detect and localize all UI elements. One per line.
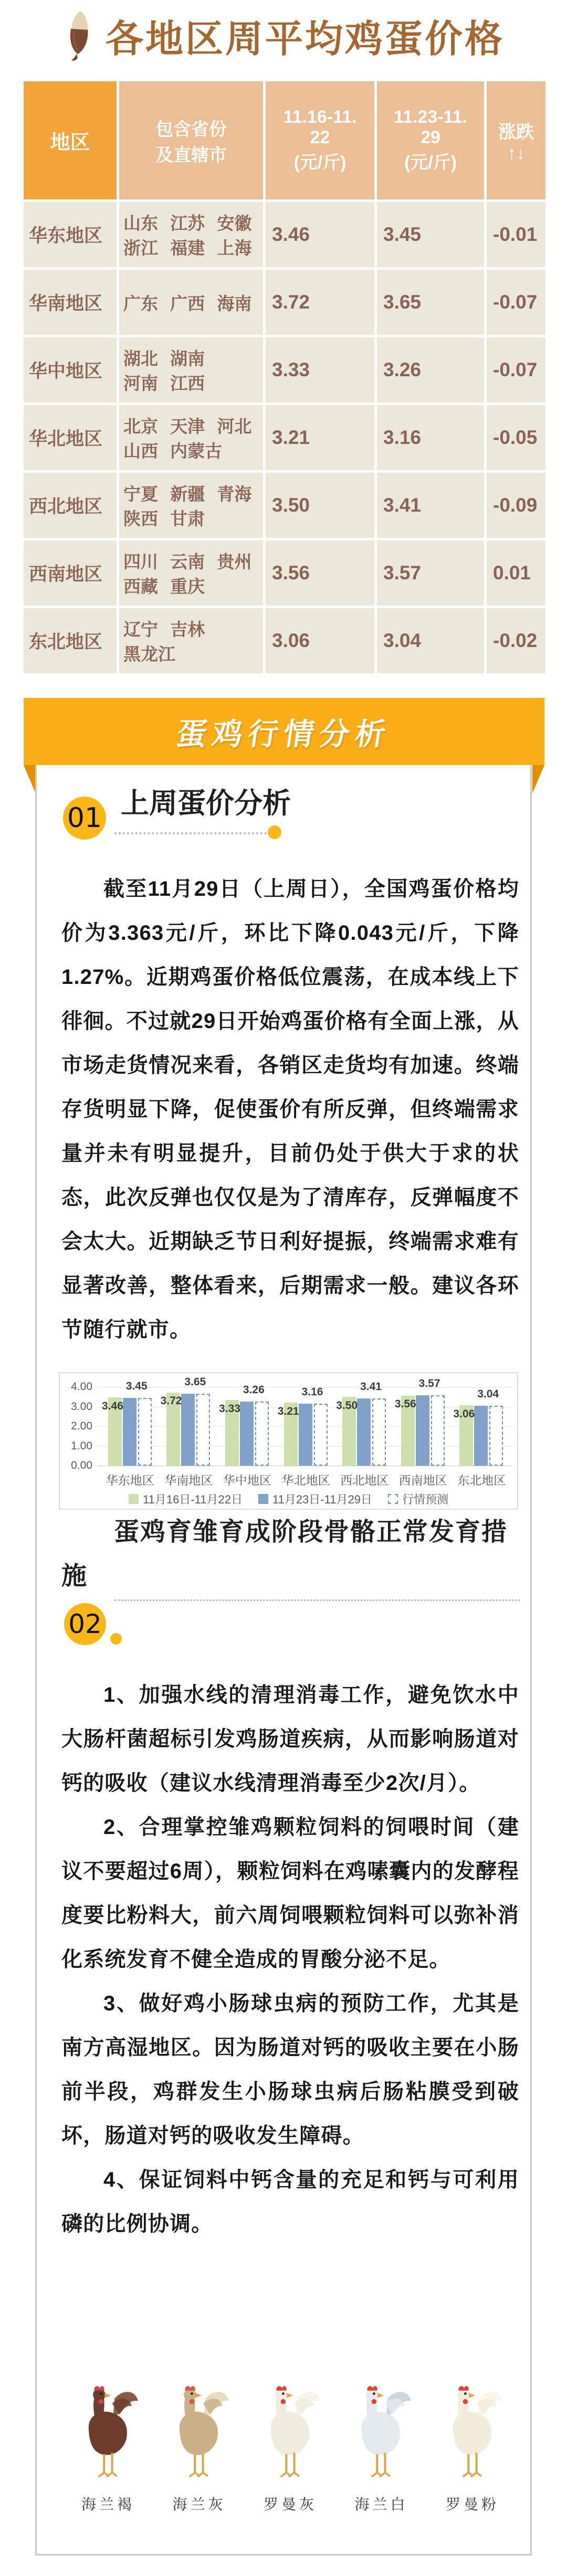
chicken-breeds-row: [61, 2385, 519, 2514]
chart-legend-swatch: [258, 1494, 268, 1504]
chart-data-label: 3.65: [184, 1376, 206, 1388]
chart-category-label: 华南地区: [164, 1473, 213, 1487]
chicken-breed: [156, 2385, 243, 2514]
chart-legend-swatch: [388, 1494, 398, 1504]
table-cell-week2: 3.16: [377, 405, 484, 470]
chicken-breed-label: 海兰灰: [172, 2496, 226, 2513]
section1-number: 01: [67, 802, 102, 834]
table-cell-week2: 3.41: [377, 473, 484, 538]
section-banner: [24, 698, 544, 765]
content-card: [35, 766, 532, 2556]
chart-ytick: 4.00: [71, 1381, 92, 1393]
chart-category-label: 西南地区: [398, 1473, 447, 1487]
chart-data-label: 3.21: [277, 1405, 299, 1417]
chicken-image: [254, 2385, 328, 2484]
table-cell-change: -0.07: [487, 337, 545, 402]
table-cell-region: 西南地区: [24, 540, 117, 606]
chart-ytick: 3.00: [71, 1400, 92, 1413]
table-header-cell: 11.16-11. 22 (元/斤): [266, 81, 374, 199]
table-header-cell: 地区: [24, 81, 117, 199]
table-cell-week2: 3.26: [377, 337, 484, 402]
table-cell-region: 华北地区: [24, 405, 117, 470]
chart-legend: [60, 1491, 517, 1507]
table-cell-change: -0.02: [487, 608, 545, 673]
chicken-image: [162, 2385, 236, 2484]
chart-data-label: 3.57: [418, 1377, 440, 1390]
chicken-breed-label: 罗曼粉: [445, 2496, 499, 2513]
chart-legend-swatch: [129, 1494, 139, 1504]
table-cell-change: 0.01: [487, 540, 545, 606]
table-cell-provinces: 湖北 湖南 河南 江西: [119, 337, 263, 402]
chicken-image: [436, 2385, 510, 2484]
chart-data-label: 3.50: [336, 1399, 358, 1412]
table-header-cell: 包含省份 及直辖市: [119, 81, 263, 199]
chart-bar: [372, 1398, 386, 1466]
table-cell-provinces: 四川 云南 贵州 西藏 重庆: [119, 540, 263, 606]
chart-bar: [431, 1395, 445, 1466]
chart-legend-label: 行情预测: [402, 1493, 448, 1506]
section2-number: 02: [68, 1609, 102, 1639]
table-cell-week2: 3.04: [377, 608, 484, 673]
section2-dot: [110, 1633, 122, 1645]
table-cell-week1: 3.21: [266, 405, 374, 470]
section1-dot: [268, 825, 281, 839]
chart-data-label: 3.33: [219, 1403, 241, 1415]
chart-bar: [255, 1402, 269, 1466]
chart-legend-item: [388, 1491, 448, 1507]
chicken-image: [71, 2385, 145, 2484]
table-cell-region: 华南地区: [24, 270, 117, 335]
chicken-breed: [247, 2385, 334, 2514]
chart-data-label: 3.26: [243, 1383, 265, 1396]
table-cell-week1: 3.46: [266, 202, 374, 267]
chart-data-label: 3.16: [301, 1385, 323, 1398]
chart-data-label: 3.04: [477, 1388, 499, 1400]
chart-bar: [240, 1402, 254, 1466]
section2-dotted-line: [114, 1599, 520, 1601]
chart-data-label: 3.72: [160, 1395, 182, 1407]
chart-category-label: 华北地区: [281, 1473, 330, 1487]
table-cell-provinces: 北京 天津 河北 山西 内蒙古: [119, 405, 263, 470]
section2-number-badge: [64, 1603, 106, 1645]
chart-ytick: 1.00: [71, 1439, 92, 1452]
table-cell-week1: 3.06: [266, 608, 374, 673]
table-cell-provinces: 广东 广西 海南: [119, 270, 263, 335]
measure-paragraph: 1、加强水线的清理消毒工作，避免饮水中大肠杆菌超标引发鸡肠道疾病，从而影响肠道对钙的吸收（建议水线清理消毒至少2次/月）。: [61, 1683, 519, 1795]
table-cell-change: -0.07: [487, 270, 545, 335]
chart-bar: [299, 1404, 312, 1466]
table-cell-week1: 3.50: [266, 473, 374, 538]
chart-ytick: 0.00: [71, 1459, 92, 1471]
page-title: 各地区周平均鸡蛋价格: [105, 18, 505, 60]
chart-data-label: 3.46: [102, 1400, 123, 1413]
table-cell-week1: 3.72: [266, 270, 374, 335]
chart-bar: [357, 1398, 371, 1466]
banner-fold-right: [532, 765, 544, 793]
section1-number-badge: [63, 797, 106, 840]
chart-legend-item: [129, 1491, 243, 1507]
chart-bar: [416, 1395, 429, 1466]
table-cell-week2: 3.57: [377, 540, 484, 606]
section1-dotted-line: [114, 832, 267, 834]
chart-bar: [474, 1406, 488, 1466]
table-cell-week1: 3.56: [266, 540, 374, 606]
table-cell-week1: 3.33: [266, 337, 374, 402]
chicken-breed: [429, 2385, 516, 2514]
banner-title: 蛋鸡行情分析: [174, 717, 393, 751]
chart-category-label: 西北地区: [340, 1473, 389, 1487]
chicken-breed-label: 海兰白: [354, 2496, 408, 2513]
chart-data-label: 3.56: [394, 1398, 416, 1411]
table-cell-week2: 3.65: [377, 270, 484, 335]
chart-bar: [181, 1394, 195, 1466]
chicken-image: [344, 2385, 418, 2484]
chart-legend-item: [258, 1491, 372, 1507]
table-cell-region: 华东地区: [24, 202, 117, 267]
chart-bar: [123, 1398, 136, 1466]
section1-paragraph: 截至11月29日（上周日），全国鸡蛋价格均价为3.363元/斤，环比下降0.043元/斤，下降1.27%。近期鸡蛋价格低位震荡，在成本线上下徘徊。不过就29日开始鸡蛋价格有全面上涨，从市场走货情况来看，各销区走货均有加速。终端存货明显下降，促使蛋价有所反弹，但终端需求量并未有明显提升，目前仍处于供大于求的状态，此次反弹也仅仅是为了清库存，反弹幅度不会太大。近期缺乏节日利好提振，终端需求难有显著改善，整体看来，后期需求一般。建议各环节随行就市。: [61, 877, 519, 1341]
price-table: [24, 81, 551, 673]
acorn-icon: [61, 8, 97, 62]
table-header-cell: 11.23-11. 29 (元/斤): [377, 81, 484, 199]
table-cell-provinces: 山东 江苏 安徽 浙江 福建 上海: [119, 202, 263, 267]
section2-measures-list: [61, 1673, 519, 2246]
table-cell-week2: 3.45: [377, 202, 484, 267]
table-cell-change: -0.09: [487, 473, 545, 538]
table-cell-change: -0.01: [487, 202, 545, 267]
chart-data-label: 3.45: [125, 1380, 148, 1392]
chart-ytick: 2.00: [71, 1420, 92, 1432]
chart-bar: [314, 1404, 328, 1466]
table-cell-provinces: 辽宁 吉林 黑龙江: [119, 608, 263, 673]
chart-category-label: 东北地区: [457, 1473, 506, 1487]
chicken-breed-label: 海兰褐: [81, 2496, 135, 2513]
measure-paragraph: 3、做好鸡小肠球虫病的预防工作，尤其是南方高湿地区。因为肠道对钙的吸收主要在小肠前半段，鸡群发生小肠球虫病后肠粘膜受到破坏，肠道对钙的吸收发生障碍。: [61, 1992, 519, 2147]
table-cell-change: -0.05: [487, 405, 545, 470]
egg-price-chart: [59, 1372, 518, 1510]
chart-data-label: 3.06: [453, 1408, 475, 1420]
chart-bar: [138, 1398, 152, 1466]
measure-paragraph: 2、合理掌控雏鸡颗粒饲料的饲喂时间（建议不要超过6周），颗粒饲料在鸡嗉囊内的发酵程度要比粉料大，前六周饲喂颗粒饲料可以弥补消化系统发育不健全造成的胃酸分泌不足。: [61, 1816, 519, 1971]
chicken-breed: [338, 2385, 425, 2514]
banner-fold-left: [24, 765, 36, 793]
chart-bar: [196, 1394, 210, 1466]
chicken-breed: [65, 2385, 152, 2514]
table-cell-provinces: 宁夏 新疆 青海 陕西 甘肃: [119, 473, 263, 538]
chart-legend-label: 11月16日-11月22日: [143, 1493, 243, 1506]
chart-category-label: 华中地区: [223, 1473, 271, 1487]
chart-legend-label: 11月23日-11月29日: [272, 1493, 372, 1506]
table-cell-region: 东北地区: [24, 608, 117, 673]
measure-paragraph: 4、保证饲料中钙含量的充足和钙与可利用磷的比例协调。: [61, 2168, 519, 2235]
table-cell-region: 西北地区: [24, 473, 117, 538]
section2-title: 蛋鸡育雏育成阶段骨骼正常发育措施: [61, 1518, 508, 1590]
chicken-breed-label: 罗曼灰: [263, 2496, 317, 2513]
chart-category-label: 华东地区: [106, 1473, 154, 1487]
page-header: [0, 4, 567, 67]
table-header-cell: 涨跌 ↑↓: [487, 81, 545, 199]
chart-data-label: 3.41: [360, 1381, 382, 1393]
section1-title: 上周蛋价分析: [121, 788, 291, 819]
table-cell-region: 华中地区: [24, 337, 117, 402]
chart-bar: [489, 1406, 503, 1466]
